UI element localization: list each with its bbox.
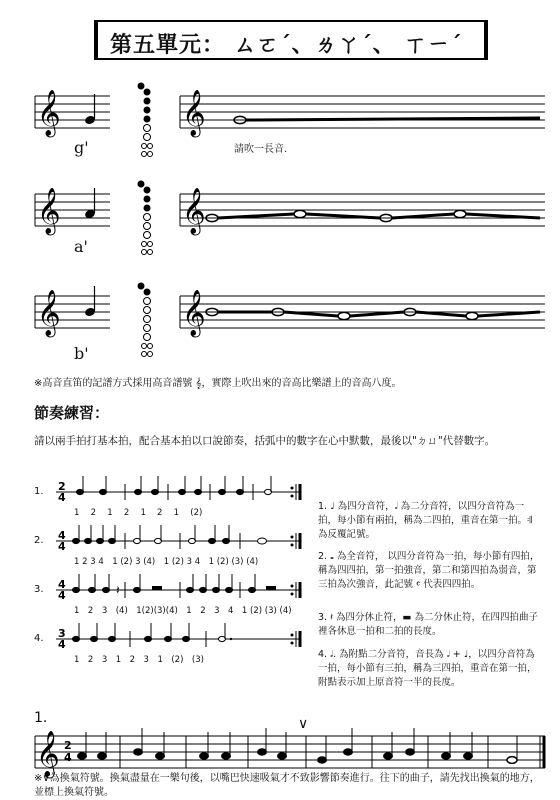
rhythm-instruction: 請以兩手拍打基本拍，配合基本拍以口說節奏，括弧中的數字在心中默數，最後以"ㄉㄩ"代替數字。	[34, 435, 496, 447]
svg-text:2: 2	[58, 480, 66, 493]
svg-text:4: 4	[58, 540, 66, 553]
melody-number: 1.	[34, 710, 48, 726]
exercise-number-4: 4.	[34, 633, 44, 644]
explanation-number-2: 2.	[318, 551, 328, 562]
svg-text:𝄞: 𝄞	[182, 90, 206, 136]
svg-text:𝄞: 𝄞	[182, 188, 206, 234]
svg-text:4: 4	[58, 529, 66, 542]
exercise-number-3: 3.	[34, 584, 44, 595]
explanation-number-3: 3.	[318, 612, 328, 623]
svg-text:3: 3	[58, 627, 66, 640]
breath-mark: ∨	[298, 716, 309, 732]
svg-text:4: 4	[58, 589, 66, 602]
register-note: ※高音直笛的記譜方式採用高音譜號 𝄞，實際上吹出來的音高比樂譜上的音高八度。	[34, 378, 402, 389]
breath-note: ※∨為換氣符號。換氣盡量在一樂句後，以嘴巴快速吸氣才不致影響節奏進行。往下的曲子，請先找出換氣的地方，並標上換氣符號。	[34, 773, 540, 798]
rhythm-section-title: 節奏練習：	[34, 404, 110, 422]
svg-text:4: 4	[64, 751, 72, 764]
exercise-counts-3: 1 2 3 (4) 1(2)(3)(4) 1 2 3 4 1 (2) (3) (4)	[74, 606, 292, 616]
svg-text:4: 4	[58, 578, 66, 591]
unit-title: 第五單元： ㄙㄛˊ、ㄌㄚˊ、 ㄒㄧˊ	[110, 33, 463, 58]
svg-text:𝄞: 𝄞	[36, 731, 60, 777]
explanation-text-1: ♩ 為四分音符，𝅗𝅥 為二分音符，以四分音符為一拍，每小節有兩拍，稱為二四拍，重音在第一拍。𝄇 為反覆記號。	[318, 501, 532, 540]
svg-text:𝄞: 𝄞	[182, 290, 206, 336]
explanation-number-4: 4.	[318, 649, 328, 660]
explanation-text-3: 𝄽 為四分休止符，▬ 為二分休止符，在四四拍曲子裡各休息一拍和二拍的長度。	[318, 612, 539, 637]
svg-text:𝄞: 𝄞	[37, 290, 61, 336]
explanation-number-1: 1.	[318, 501, 328, 512]
svg-text:4: 4	[58, 491, 66, 504]
note-label-b: b'	[74, 344, 89, 363]
svg-text:𝄽: 𝄽	[116, 583, 120, 597]
exercise-counts-4: 1 2 3 1 2 3 1 (2) (3)	[74, 655, 204, 665]
svg-text:𝄞: 𝄞	[37, 90, 61, 136]
note-label-g: g'	[74, 138, 89, 157]
long-tone-instruction: 請吹一長音.	[234, 144, 288, 155]
exercise-number-1: 1.	[34, 486, 44, 497]
svg-text:𝄞: 𝄞	[37, 188, 61, 234]
exercise-counts-1: 1 2 1 2 1 2 1 (2)	[74, 508, 203, 518]
exercise-counts-2: 1 2 3 4 1 (2) 3 (4) 1 (2) 3 4 1 (2) (3) (4)	[74, 557, 259, 567]
svg-text:4: 4	[58, 638, 66, 651]
explanation-text-4: 𝅗𝅥. 為附點二分音符，音長為 𝅗𝅥 + ♩，以四分音符為一拍，每小節有三拍，稱為三四拍，重音在第一拍，附點表示加上原音符一半的長度。	[318, 649, 537, 688]
explanation-text-2: 𝅝 為全音符， 以四分音符為一拍，每小節有四拍，稱為四四拍，第一拍強音，第二和第四拍為弱音，第三拍為次強音，此記號 𝄴 代表四四拍。	[318, 551, 540, 590]
note-label-a: a'	[74, 237, 88, 256]
svg-text:2: 2	[64, 739, 72, 752]
exercise-number-2: 2.	[34, 535, 44, 546]
